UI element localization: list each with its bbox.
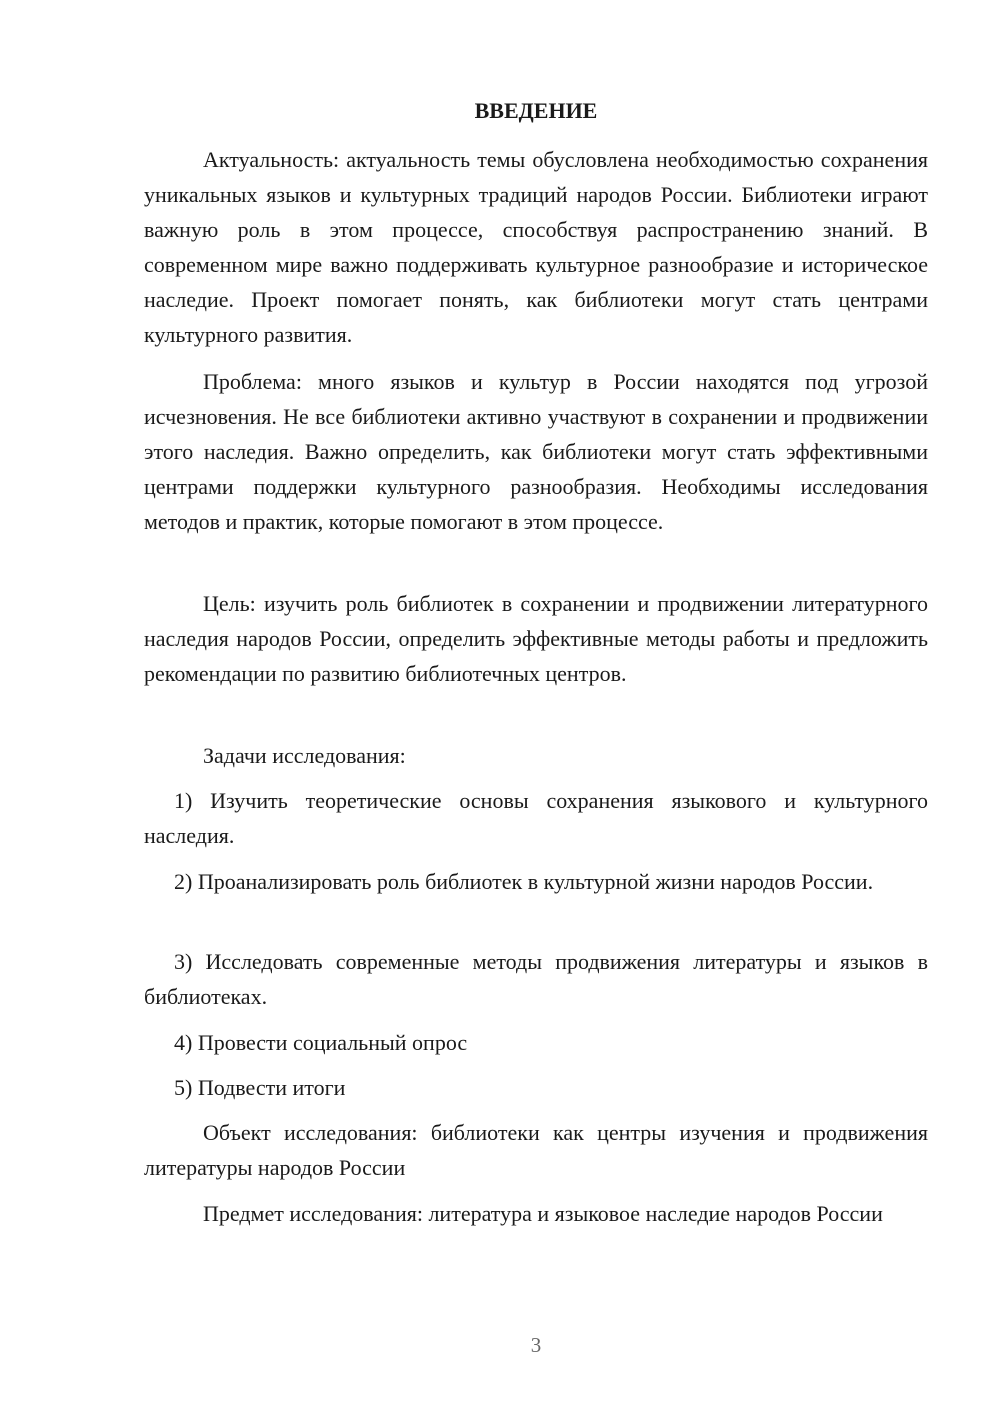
list-item: 3) Исследовать современные методы продвижения литературы и языков в библиотеках. [144, 949, 928, 1009]
subject-paragraph: Предмет исследования: литература и языковое наследие народов России [203, 1201, 883, 1226]
task-4-block [144, 1025, 928, 1060]
task-2-block [144, 864, 928, 899]
problem-paragraph: Проблема: много языков и культур в России находятся под угрозой исчезновения. Не все библиотеки активно участвуют в сохранении и продвижении этого наследия. Важно определить, как библиотеки могут стать эффективными центрами поддержки культурного разнообразия. Необходимы исследования методов и практик, которые помогают в этом процессе. [144, 369, 928, 534]
list-item: 1) Изучить теоретические основы сохранения языкового и культурного наследия. [144, 788, 928, 848]
tasks-heading: Задачи исследования: [203, 743, 406, 768]
task-3-block [144, 944, 928, 1014]
task-5-block [144, 1070, 928, 1105]
problem-paragraph-block [144, 364, 928, 539]
list-item: 4) Провести социальный опрос [174, 1030, 468, 1055]
page-number: 3 [530, 1333, 542, 1357]
relevance-paragraph: Актуальность: актуальность темы обусловлена необходимостью сохранения уникальных языков и культурных традиций народов России. Библиотеки играют важную роль в этом процессе, способствуя распространению знаний. В современном мире важно поддерживать культурное разнообразие и историческое наследие. Проект помогает понять, как библиотеки могут стать центрами культурного развития. [144, 147, 928, 347]
tasks-heading-block [144, 738, 928, 773]
goal-paragraph: Цель: изучить роль библиотек в сохранении и продвижении литературного наследия народов России, определить эффективные методы работы и предложить рекомендации по развитию библиотечных центров. [144, 591, 928, 686]
subject-paragraph-block [144, 1196, 928, 1231]
task-1-block [144, 783, 928, 853]
page-title: ВВЕДЕНИЕ [474, 98, 598, 123]
list-item: 2) Проанализировать роль библиотек в культурной жизни народов России. [174, 869, 874, 894]
relevance-paragraph-block [144, 142, 928, 352]
list-item: 5) Подвести итоги [174, 1075, 346, 1100]
goal-paragraph-block [144, 586, 928, 691]
object-paragraph-block [144, 1115, 928, 1185]
object-paragraph: Объект исследования: библиотеки как центры изучения и продвижения литературы народов России [144, 1120, 928, 1180]
